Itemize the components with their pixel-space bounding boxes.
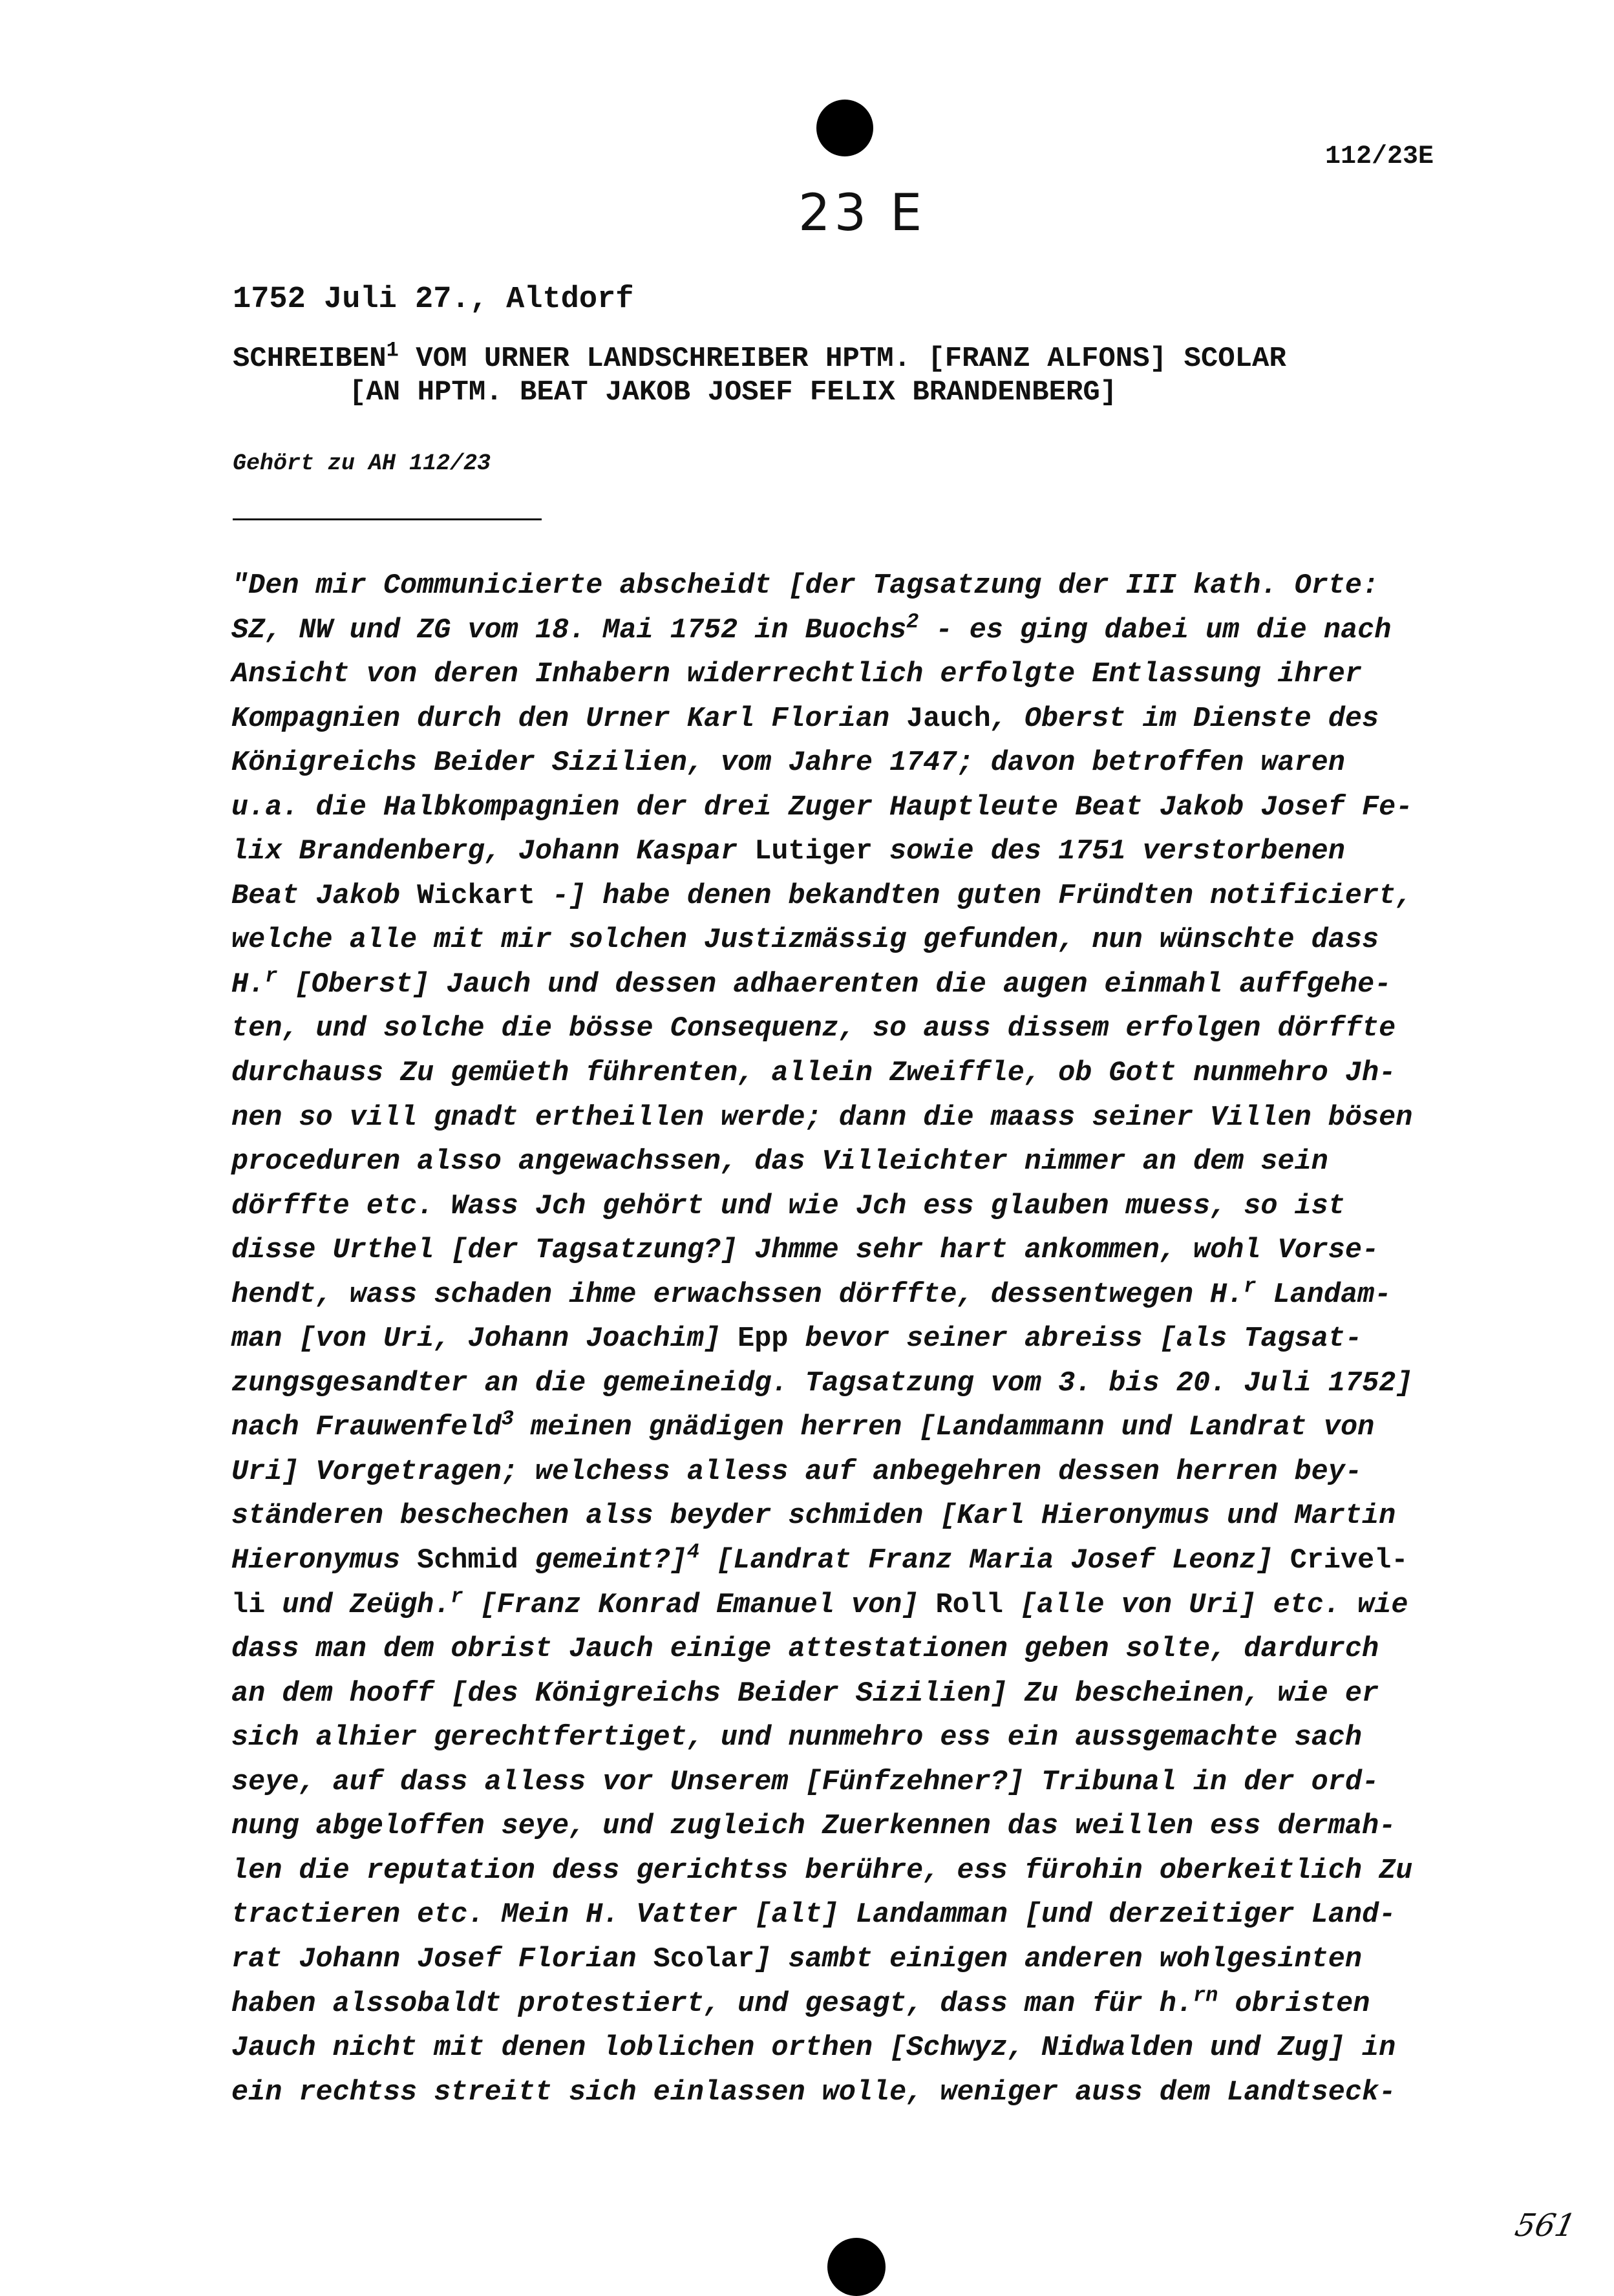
text-line: dörffte etc. Wass Jch gehört und wie Jch ess glauben muess, so ist — [231, 1190, 1345, 1222]
person-name: Lutiger — [754, 836, 873, 868]
punch-hole-bottom — [827, 2238, 886, 2296]
text-span: [Landrat Franz Maria Josef Leonz] — [699, 1545, 1290, 1577]
text-line: Jauch nicht mit denen loblichen orthen [Schwyz, Nidwalden und Zug] in — [231, 2032, 1396, 2065]
text-span: Hieronymus — [231, 1545, 418, 1577]
text-span: [alle von Uri] etc. wie — [1003, 1589, 1408, 1621]
text-line: ten, und solche die bösse Consequenz, so auss dissem erfolgen dörffte — [231, 1013, 1396, 1045]
text-line: tractieren etc. Mein H. Vatter [alt] Landamman [und derzeitiger Land- — [231, 1899, 1396, 1931]
text-line: seye, auf dass alless vor Unserem [Fünfzehner?] Tribunal in der ord- — [231, 1766, 1379, 1798]
title-text: VOM URNER LANDSCHREIBER HPTM. [FRANZ ALFONS] SCOLAR — [398, 343, 1286, 375]
superscript: r — [451, 1584, 463, 1609]
text-span: Landam- — [1256, 1279, 1392, 1311]
text-line — [231, 963, 1466, 1008]
person-name: Crivel- — [1290, 1545, 1408, 1577]
superscript: r — [1244, 1274, 1257, 1299]
superscript: r — [265, 964, 278, 988]
text-span: Beat Jakob — [231, 880, 418, 912]
text-line — [231, 1317, 1466, 1362]
text-span: meinen gnädigen herren [Landammann und Landrat von — [513, 1412, 1375, 1444]
text-line: Ansicht von deren Inhabern widerrechtlich erfolgte Entlassung ihrer — [231, 659, 1362, 691]
body-text — [231, 564, 1466, 2115]
text-span: lix Brandenberg, Johann Kaspar — [231, 836, 755, 868]
text-span: man [von Uri, Johann Joachim] — [231, 1323, 738, 1355]
text-line — [231, 1406, 1466, 1451]
text-span: hendt, wass schaden ihme erwachssen dörffte, dessentwegen H. — [231, 1279, 1244, 1311]
text-span: obristen — [1218, 1988, 1370, 2020]
person-name: Roll — [935, 1589, 1003, 1621]
person-name: Scolar — [653, 1943, 755, 1975]
title-line-1 — [233, 338, 1286, 375]
text-line: ständeren beschechen alss beyder schmiden [Karl Hieronymus und Martin — [231, 1500, 1396, 1533]
text-line — [231, 697, 1466, 742]
person-name: Schmid — [417, 1545, 518, 1577]
text-span: haben alssobaldt protestiert, und gesagt, dass man für h. — [231, 1988, 1193, 2020]
text-span: rat Johann Josef Florian — [231, 1943, 653, 1975]
text-span: Kompagnien durch den Urner Karl Florian — [231, 703, 907, 735]
text-line: nung abgeloffen seye, und zugleich Zuerkennen das weillen ess dermah- — [231, 1811, 1396, 1843]
text-line: "Den mir Communicierte abscheidt [der Tagsatzung der III kath. Orte: — [231, 570, 1379, 602]
footnote-ref: 4 — [686, 1540, 700, 1564]
text-span: SZ, NW und ZG vom 18. Mai 1752 in Buochs — [231, 614, 907, 646]
text-line: durchauss Zu gemüeth führenten, allein Zweiffle, ob Gott nunmehro Jh- — [231, 1058, 1396, 1090]
text-span: nach Frauwenfeld — [231, 1412, 502, 1444]
title-line-2: [AN HPTM. BEAT JAKOB JOSEF FELIX BRANDENBERG] — [349, 376, 1118, 409]
text-span: , Oberst im Dienste des — [990, 703, 1379, 735]
document-number: 112/23E — [1325, 142, 1434, 171]
text-line: ein rechtss streitt sich einlassen wolle, weniger auss dem Landtseck- — [231, 2076, 1396, 2109]
text-span: und Zeügh. — [265, 1589, 451, 1621]
page-number: 561 — [1512, 2207, 1579, 2244]
text-span: gemeint?] — [518, 1545, 687, 1577]
text-span: - es ging dabei um die nach — [918, 614, 1392, 646]
text-line: Uri] Vorgetragen; welchess alless auf anbegehren dessen herren bey- — [231, 1456, 1362, 1488]
text-line: disse Urthel [der Tagsatzung?] Jhmme sehr hart ankommen, wohl Vorse- — [231, 1235, 1379, 1267]
divider — [233, 518, 542, 520]
text-span: -] habe denen bekandten guten Fründten notificiert, — [535, 880, 1413, 912]
date-place: 1752 Juli 27., Altdorf — [233, 282, 634, 317]
subtitle: Gehört zu AH 112/23 — [233, 451, 491, 476]
document-label: 23 E — [798, 184, 926, 242]
person-name: Jauch — [906, 703, 991, 735]
text-line: len die reputation dess gerichtss berühre, ess fürohin oberkeitlich Zu — [231, 1855, 1413, 1887]
text-span: [Franz Konrad Emanuel von] — [463, 1589, 936, 1621]
text-line: sich alhier gerechtfertiget, und nunmehro ess ein aussgemachte sach — [231, 1722, 1362, 1754]
text-line — [231, 830, 1466, 875]
text-line — [231, 1938, 1466, 1982]
text-line: dass man dem obrist Jauch einige attestationen geben solte, dardurch — [231, 1633, 1379, 1666]
superscript: rn — [1193, 1983, 1218, 2007]
text-span: ] sambt einigen anderen wohlgesinten — [754, 1943, 1363, 1975]
text-line: proceduren alsso angewachssen, das Villeichter nimmer an dem sein — [231, 1146, 1328, 1178]
text-line — [231, 1273, 1466, 1318]
text-line: u.a. die Halbkompagnien der drei Zuger Hauptleute Beat Jakob Josef Fe- — [231, 791, 1413, 824]
footnote-ref: 2 — [906, 610, 919, 634]
text-line — [231, 875, 1466, 919]
person-name: Wickart — [417, 880, 535, 912]
text-line: zungsgesandter an die gemeineidg. Tagsatzung vom 3. bis 20. Juli 1752] — [231, 1367, 1413, 1399]
text-line — [231, 609, 1466, 654]
text-span: sowie des 1751 verstorbenen — [872, 836, 1345, 868]
text-span: bevor seiner abreiss [als Tagsat- — [788, 1323, 1363, 1355]
text-line: welche alle mit mir solchen Justizmässig gefunden, nun wünschte dass — [231, 924, 1379, 957]
person-name: li — [231, 1589, 266, 1621]
text-line — [231, 1539, 1466, 1584]
punch-hole-top — [816, 100, 873, 156]
text-line — [231, 1982, 1466, 2027]
text-line — [231, 1584, 1466, 1628]
footnote-ref: 3 — [501, 1407, 514, 1431]
text-span: [Oberst] Jauch und dessen adhaerenten die augen einmahl auffgehe- — [277, 968, 1392, 1001]
person-name: Epp — [738, 1323, 789, 1355]
text-line: nen so vill gnadt ertheillen werde; dann die maass seiner Villen bösen — [231, 1101, 1413, 1134]
text-line: an dem hooff [des Königreichs Beider Sizilien] Zu bescheinen, wie er — [231, 1677, 1379, 1710]
title-text: SCHREIBEN — [233, 343, 387, 375]
footnote-ref: 1 — [386, 338, 399, 363]
text-span: H. — [231, 968, 266, 1001]
text-line: Königreichs Beider Sizilien, vom Jahre 1747; davon betroffen waren — [231, 747, 1345, 780]
